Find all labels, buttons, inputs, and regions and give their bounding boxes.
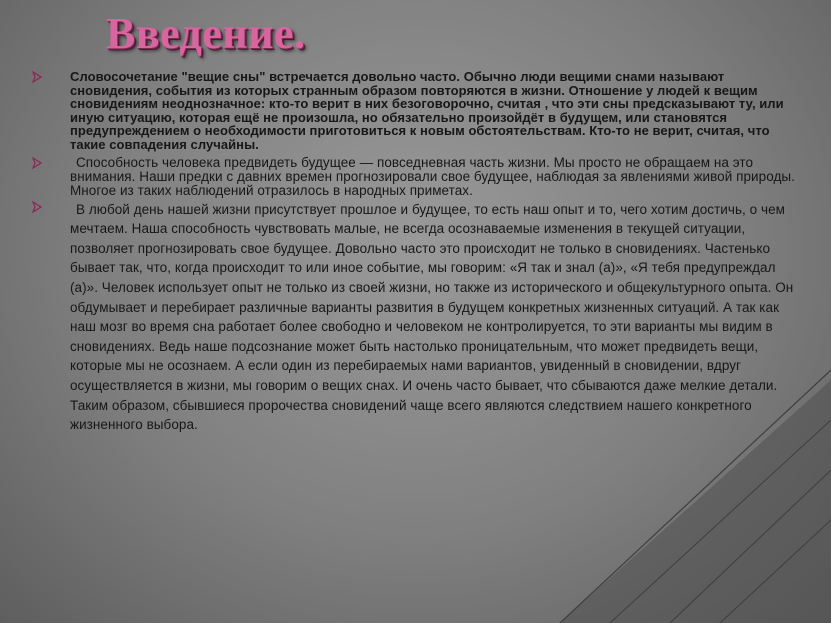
diamond-bullet-icon bbox=[32, 71, 46, 85]
paragraph-3 bbox=[32, 200, 802, 435]
paragraph-text: В любой день нашей жизни присутствует прошлое и будущее, то есть наш опыт и то, чего хотим достичь, о чем мечтаем. Наша способность чувствовать малые, не всегда осознаваемые изменения в текущей ситуации, позволяет прогнозировать свое будущее. Довольно часто это происходит не только в сновидениях. Частенько бывает так, что, когда происходит то или иное событие, мы говорим: «Я так и знал (а)», «Я тебя предупреждал (а)». Человек использует опыт не только из своей жизни, но также из исторического и общекультурного опыта. Он обдумывает и перебирает различные варианты развития в будущем конкретных жизненных ситуаций. А так как наш мозг во время сна работает более свободно и человеком не контролируется, то эти варианты мы видим в сновидениях. Ведь наше подсознание может быть настолько проницательным, что может предвидеть вещи, которые мы не осознаем. А если один из перебираемых нами вариантов, увиденный в сновидении, вдруг осуществляется в жизни, мы говорим о вещих снах. И очень часто бывает, что сбываются даже мелкие детали. Таким образом, сбывшиеся пророчества сновидений чаще всего являются следствием нашего конкретного жизненного выбора. bbox=[70, 201, 794, 433]
slide-content bbox=[32, 70, 802, 435]
slide-title: Введение. bbox=[106, 9, 306, 58]
paragraph-1 bbox=[32, 70, 802, 152]
paragraph-text: Способность человека предвидеть будущее — повседневная часть жизни. Мы просто не обращаем на это внимания. Наши предки с давних времен прогнозировали свое будущее, наблюдая за явлениями живой природы. Многое из таких наблюдений отразилось в народных приметах. bbox=[70, 154, 795, 198]
paragraph-2 bbox=[32, 156, 802, 198]
diamond-bullet-icon bbox=[32, 201, 46, 215]
diamond-bullet-icon bbox=[32, 157, 46, 171]
paragraph-text: Словосочетание "вещие сны" встречается довольно часто. Обычно люди вещими снами называют сновидения, события из которых странным образом повторяются в жизни. Отношение у людей к вещим сновидениям неоднозначное: кто-то верит в них безоговорочно, считая , что эти сны предсказывают ту, или иную ситуацию, которая ещё не произошла, но обязательно произойдёт в будущем, или становятся предупреждением о необходимости приготовиться к новым обстоятельствам. Кто-то не верит, считая, что такие совпадения случайны. bbox=[70, 69, 784, 152]
